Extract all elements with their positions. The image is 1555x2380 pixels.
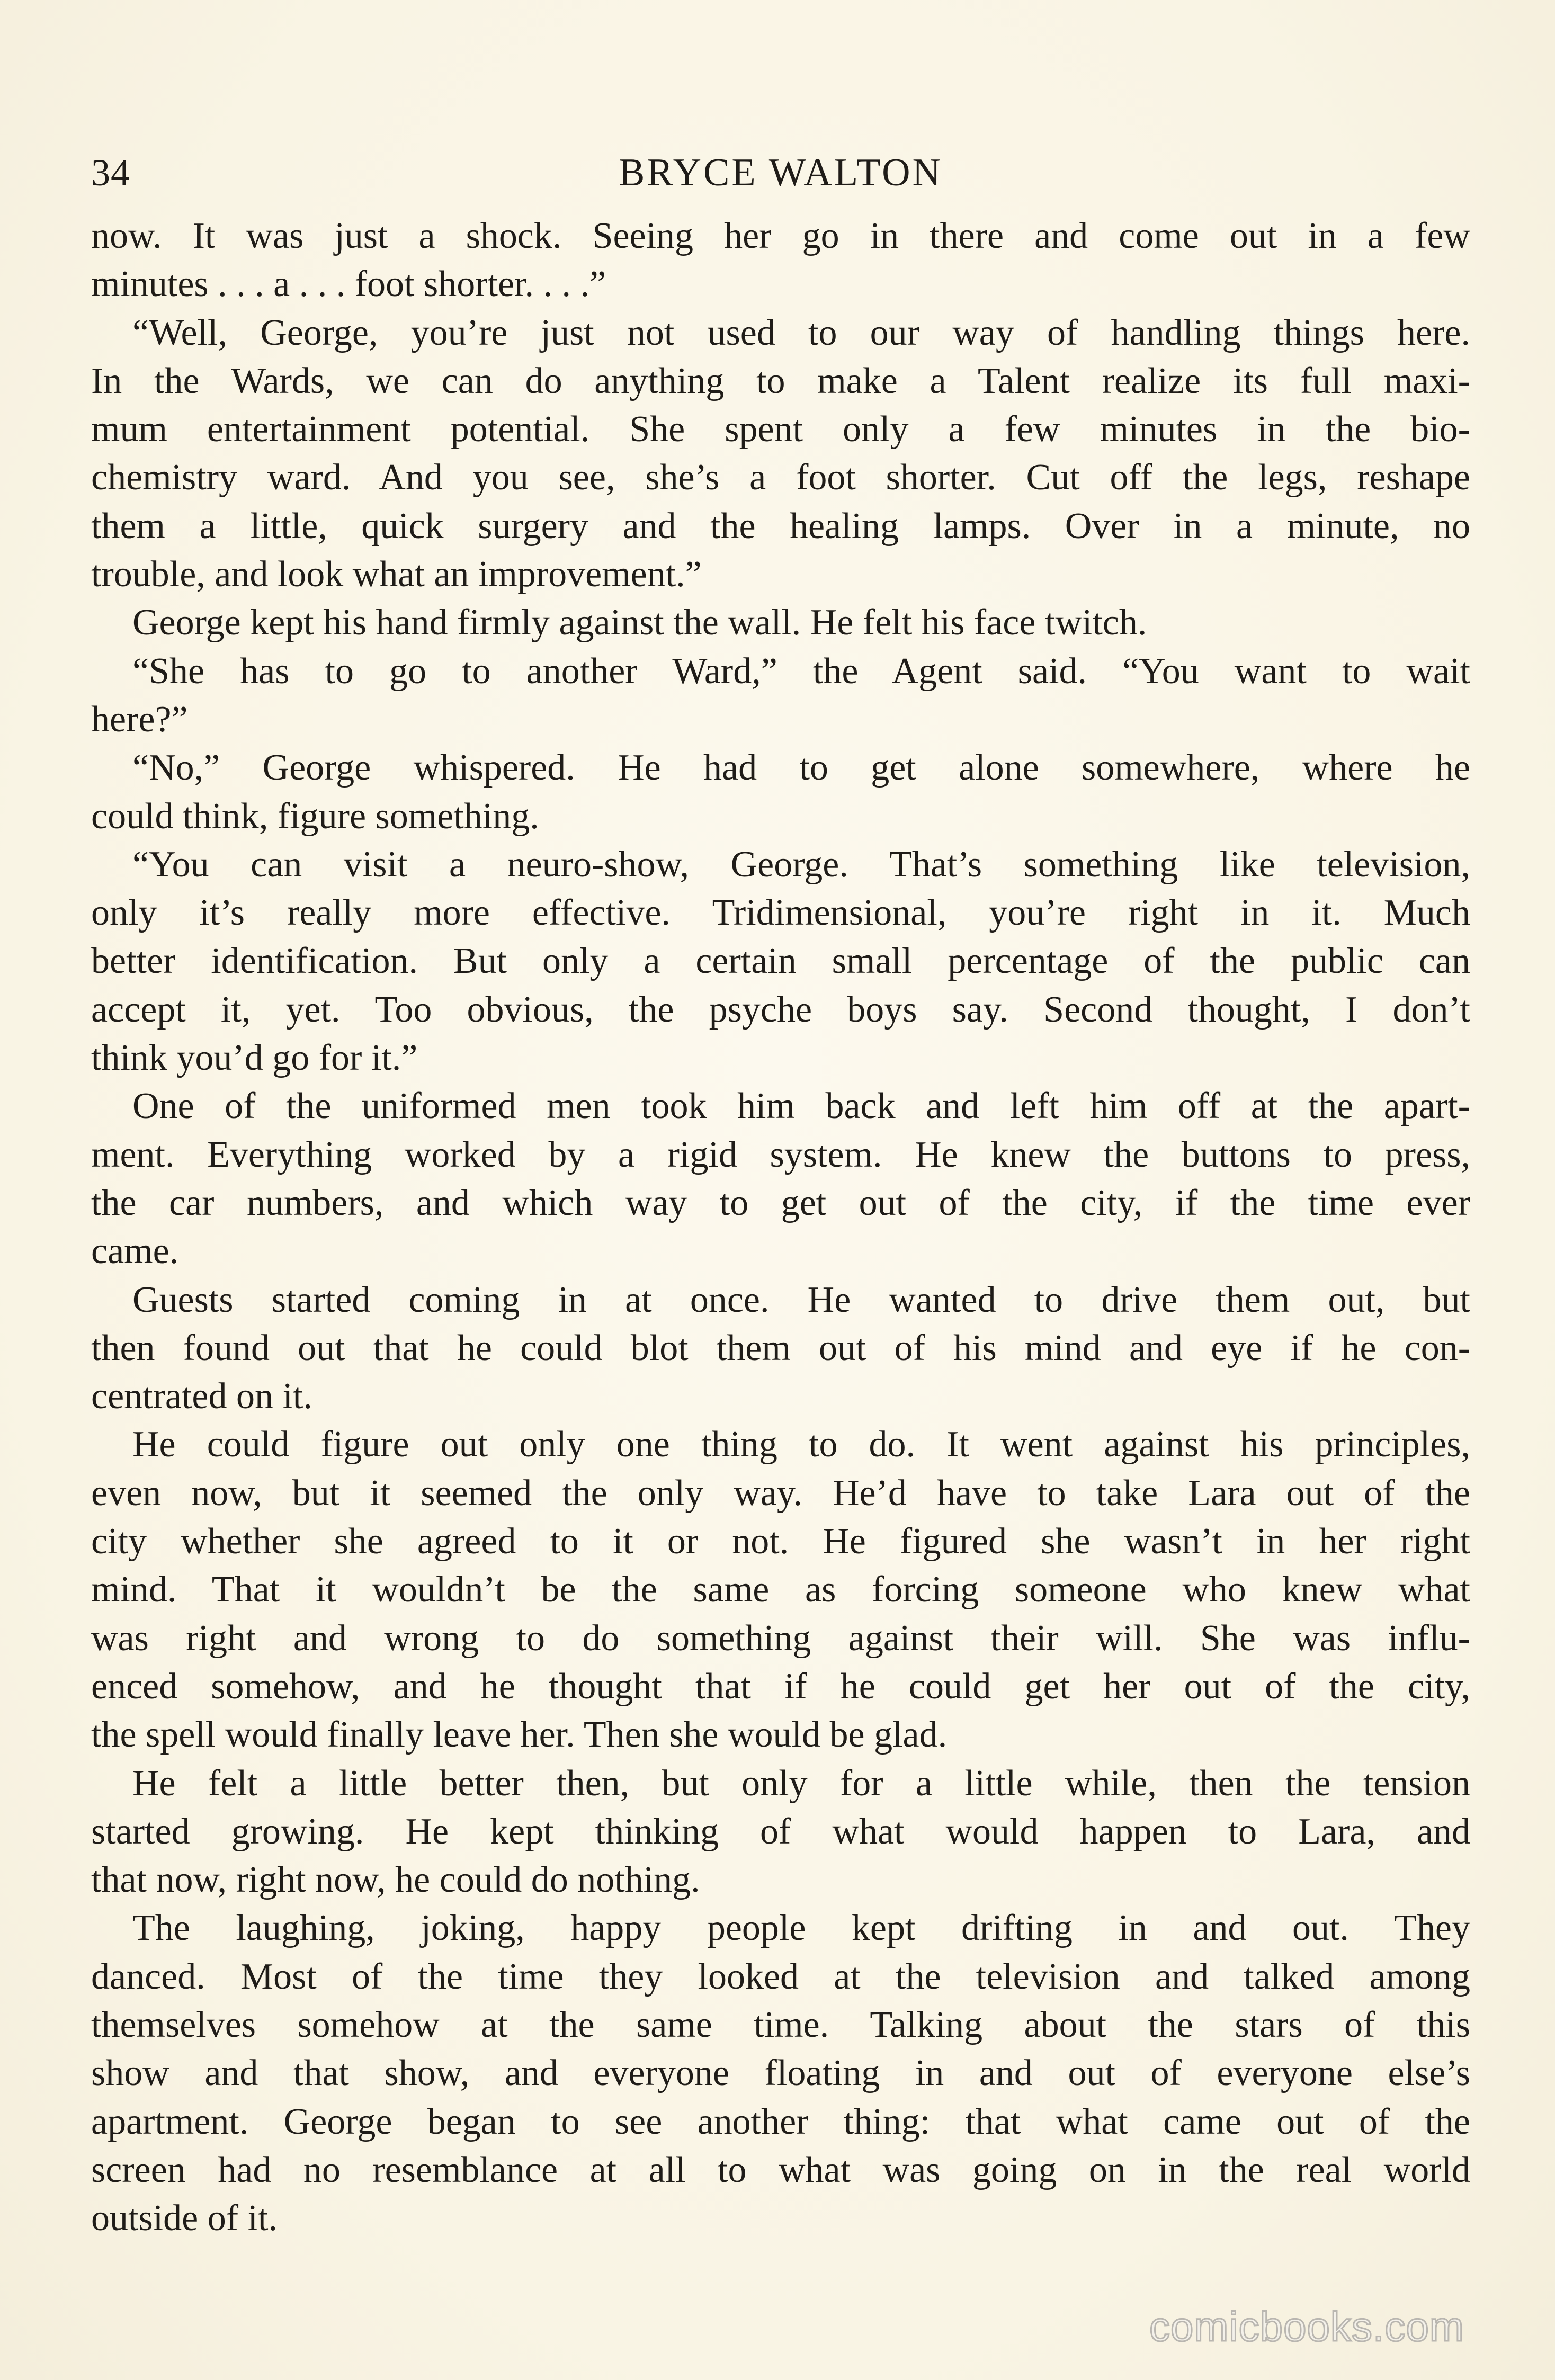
text-line: came. — [91, 1231, 179, 1272]
text-line: even now, but it seemed the only way. He’d have to take Lara out of the — [91, 1472, 1470, 1514]
text-line: could think, figure something. — [91, 795, 539, 837]
page-number: 34 — [91, 151, 130, 194]
text-line: think you’d go for it.” — [91, 1037, 418, 1079]
text-line: trouble, and look what an improvement.” — [91, 554, 702, 595]
text-line: city whether she agreed to it or not. He figured she wasn’t in her right — [91, 1521, 1470, 1562]
text-line: He felt a little better then, but only for a little while, then the tension — [132, 1762, 1470, 1804]
text-line: enced somehow, and he thought that if he could get her out of the city, — [91, 1666, 1470, 1707]
text-line: apartment. George began to see another thing: that what came out of the — [91, 2101, 1470, 2142]
text-line: outside of it. — [91, 2198, 278, 2239]
text-line: them a little, quick surgery and the healing lamps. Over in a minute, no — [91, 505, 1470, 547]
text-line: In the Wards, we can do anything to make a Talent realize its full maxi- — [91, 360, 1470, 401]
watermark-logo: comicbooks.com — [1149, 2303, 1464, 2350]
text-line: was right and wrong to do something against their will. She was influ- — [91, 1617, 1470, 1659]
text-line: danced. Most of the time they looked at the television and talked among — [91, 1956, 1470, 1997]
text-line: the car numbers, and which way to get out of the city, if the time ever — [91, 1182, 1470, 1223]
text-line: only it’s really more effective. Tridimensional, you’re right in it. Much — [91, 892, 1470, 934]
text-line: accept it, yet. Too obvious, the psyche boys say. Second thought, I don’t — [91, 989, 1470, 1030]
text-line: mum entertainment potential. She spent only a few minutes in the bio- — [91, 409, 1470, 450]
text-line: One of the uniformed men took him back and left him off at the apart- — [132, 1086, 1470, 1127]
text-line: ment. Everything worked by a rigid system. He knew the buttons to press, — [91, 1134, 1470, 1175]
body-text — [91, 212, 1470, 2242]
page-header — [91, 146, 1470, 199]
text-line: screen had no resemblance at all to what was going on in the real world — [91, 2149, 1470, 2190]
text-line: that now, right now, he could do nothing. — [91, 1859, 700, 1901]
text-line: show and that show, and everyone floating in and out of everyone else’s — [91, 2053, 1470, 2094]
text-line: “She has to go to another Ward,” the Agent said. “You want to wait — [132, 650, 1470, 692]
text-line: chemistry ward. And you see, she’s a foot shorter. Cut off the legs, reshape — [91, 457, 1470, 498]
text-line: here?” — [91, 699, 188, 740]
text-line: He could figure out only one thing to do. It went against his principles, — [132, 1424, 1470, 1465]
text-line: mind. That it wouldn’t be the same as forcing someone who knew what — [91, 1569, 1470, 1610]
text-line: better identification. But only a certain small percentage of the public can — [91, 941, 1470, 982]
text-line: “Well, George, you’re just not used to our way of handling things here. — [132, 312, 1470, 353]
text-line: then found out that he could blot them out of his mind and eye if he con- — [91, 1327, 1470, 1368]
text-line: George kept his hand firmly against the wall. He felt his face twitch. — [132, 602, 1147, 643]
text-line: “No,” George whispered. He had to get alone somewhere, where he — [132, 747, 1470, 789]
text-line: “You can visit a neuro-show, George. That’s something like television, — [132, 844, 1470, 885]
text-line: The laughing, joking, happy people kept drifting in and out. They — [132, 1908, 1470, 1949]
text-line: the spell would finally leave her. Then she would be glad. — [91, 1714, 948, 1756]
text-line: minutes . . . a . . . foot shorter. . . .” — [91, 264, 606, 305]
running-head: BRYCE WALTON — [618, 151, 943, 194]
text-line: started growing. He kept thinking of what would happen to Lara, and — [91, 1811, 1470, 1852]
text-line: themselves somehow at the same time. Talking about the stars of this — [91, 2004, 1470, 2045]
text-line: centrated on it. — [91, 1376, 312, 1417]
text-line: Guests started coming in at once. He wanted to drive them out, but — [132, 1279, 1470, 1320]
text-line: now. It was just a shock. Seeing her go in there and come out in a few — [91, 216, 1470, 256]
